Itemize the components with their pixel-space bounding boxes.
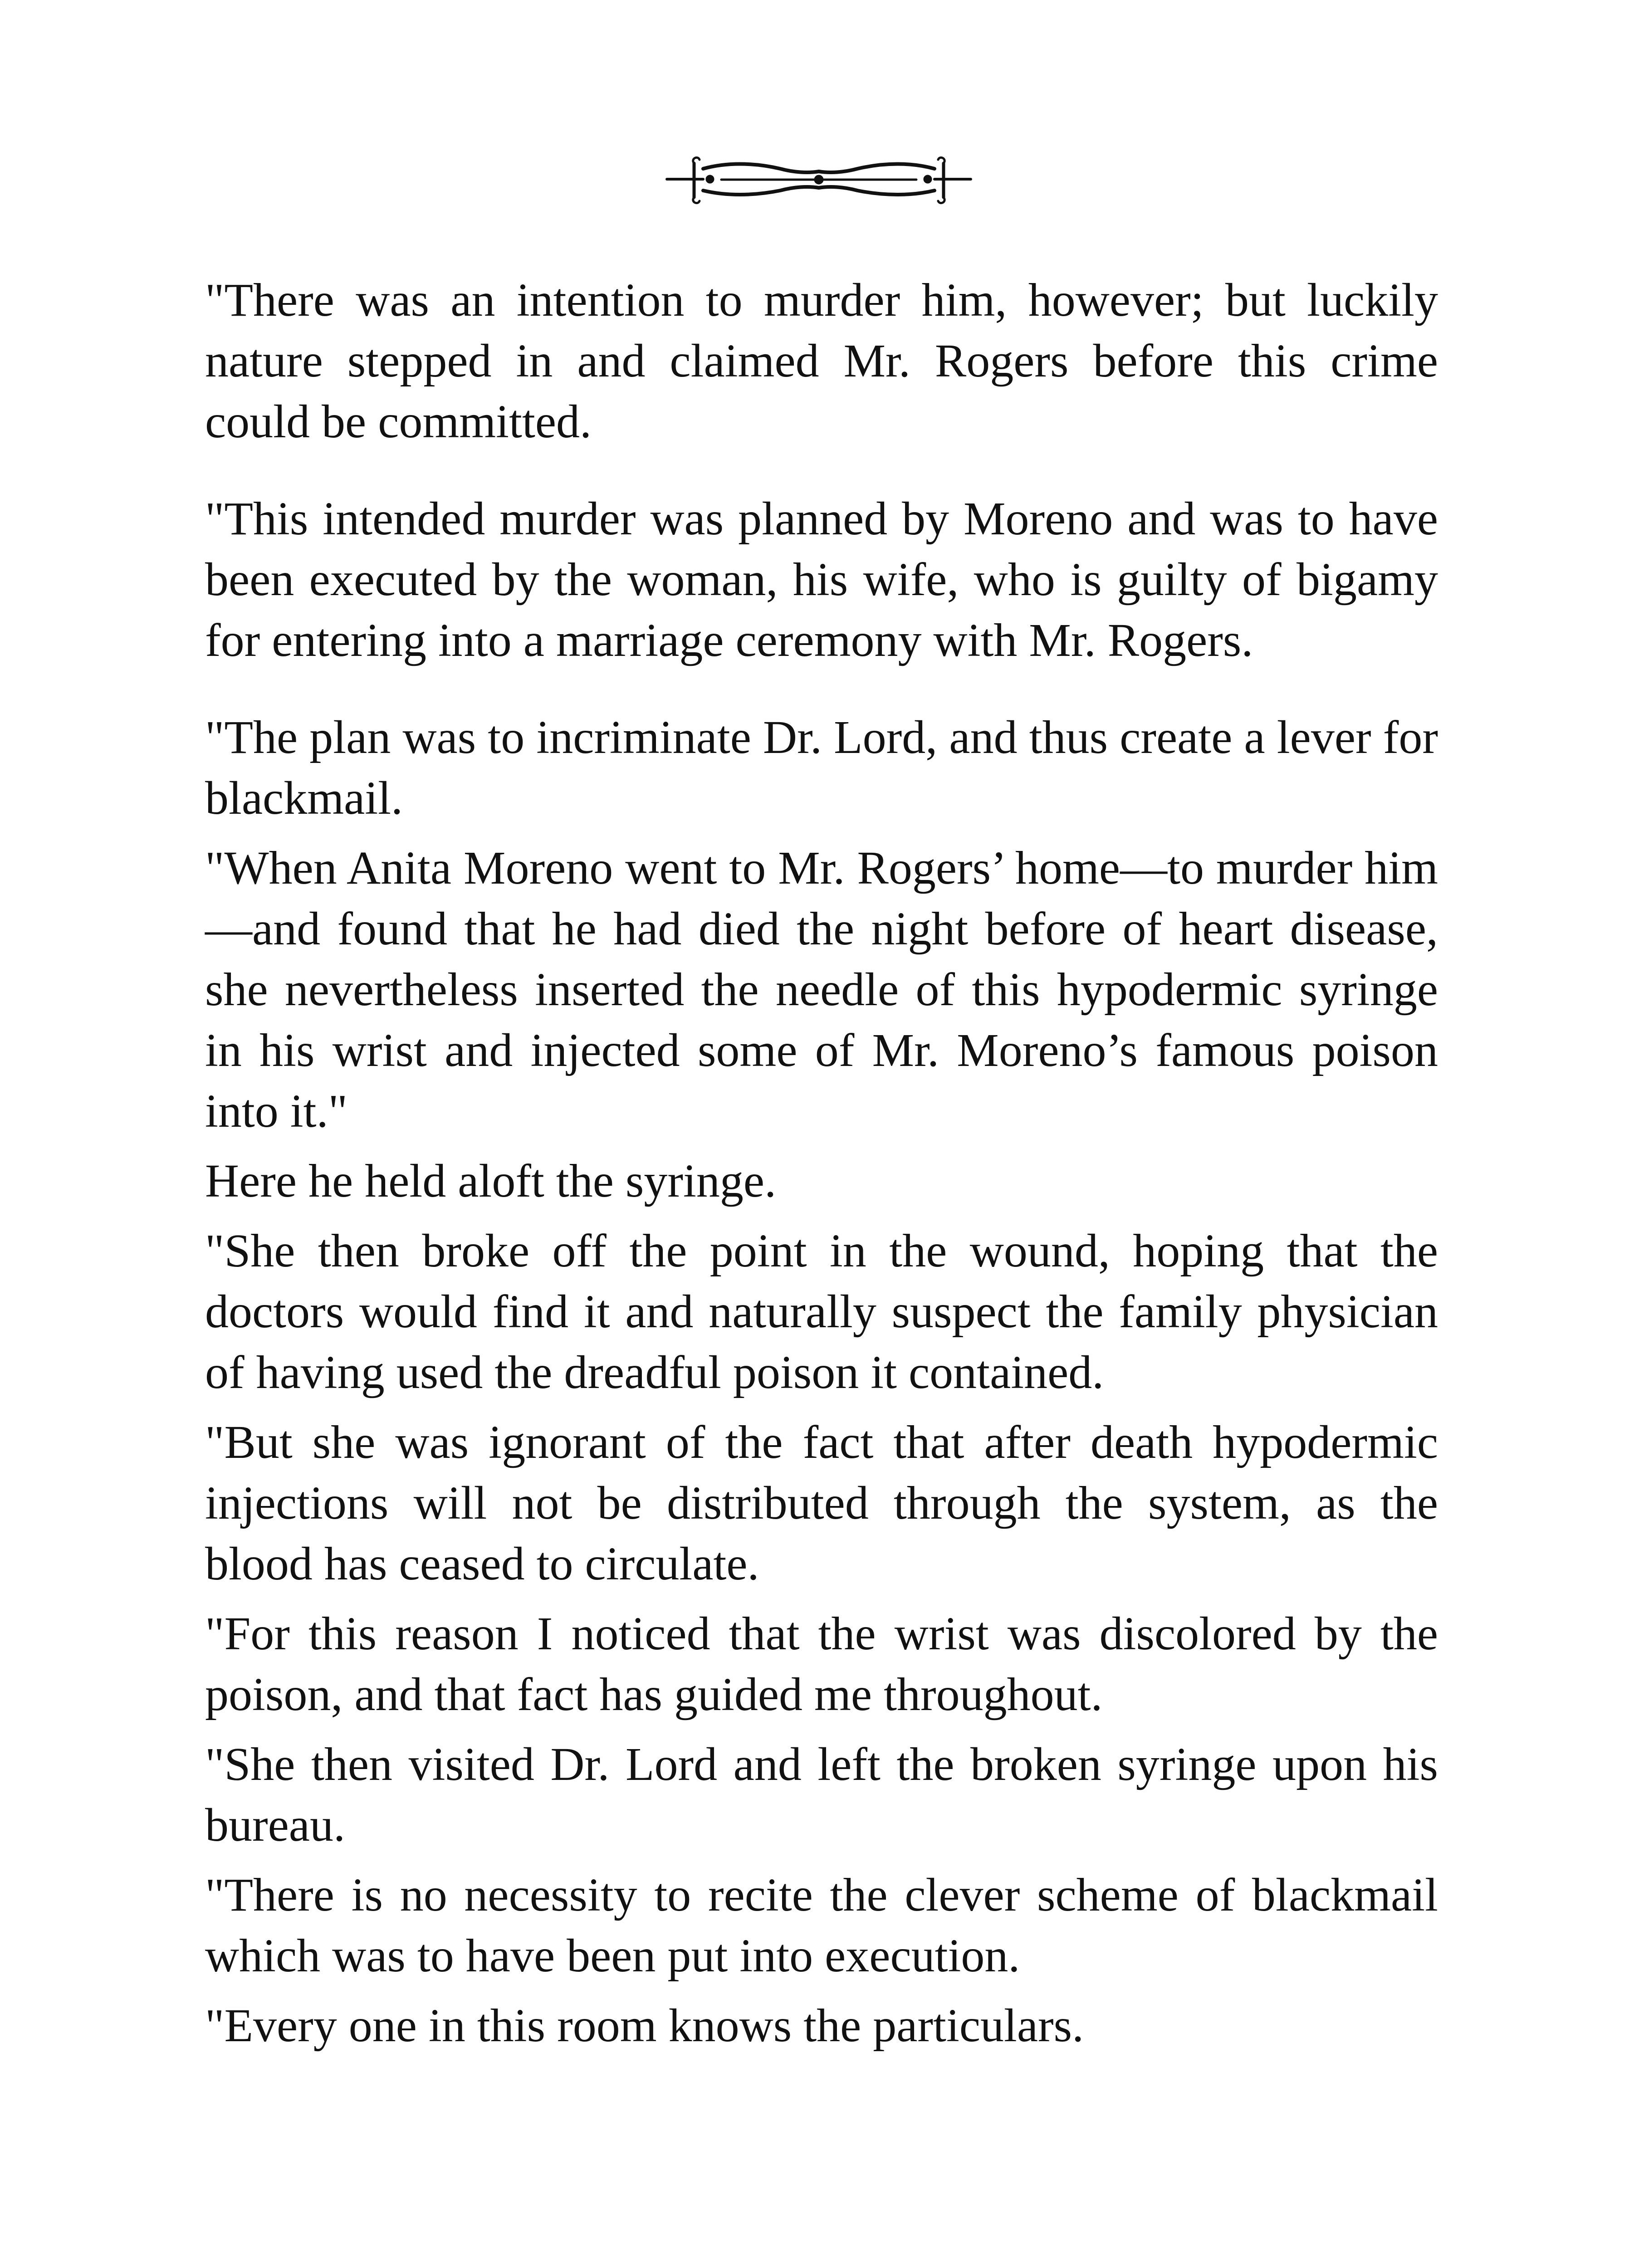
paragraph: "But she was ignorant of the fact that after death hypodermic injections will not be distributed through the system, as the blood has ceased to circulate.	[205, 1416, 1438, 1590]
body-text	[205, 270, 1438, 2056]
paragraph: Here he held aloft the syringe.	[205, 1155, 777, 1207]
ornament-divider-icon	[662, 145, 975, 213]
paragraph: "There was an intention to murder him, however; but luckily nature stepped in and claimed Mr. Rogers before this crime could be committed.	[205, 274, 1438, 448]
paragraph: "There is no necessity to recite the clever scheme of blackmail which was to have been put into execution.	[205, 1869, 1438, 1982]
paragraph: "Every one in this room knows the particulars.	[205, 1999, 1084, 2052]
paragraph: "For this reason I noticed that the wrist was discolored by the poison, and that fact has guided me throughout.	[205, 1608, 1438, 1721]
paragraph: "When Anita Moreno went to Mr. Rogers’ home—to murder him—and found that he had died the night before of heart disease, she nevertheless inserted the needle of this hypodermic syringe in his wrist and injected some of Mr. Moreno’s famous poison into it."	[205, 842, 1438, 1137]
paragraph: "The plan was to incriminate Dr. Lord, and thus create a lever for blackmail.	[205, 711, 1438, 824]
paragraph: "She then broke off the point in the wound, hoping that the doctors would find it and naturally suspect the family physician of having used the dreadful poison it contained.	[205, 1225, 1438, 1398]
paragraph: "This intended murder was planned by Moreno and was to have been executed by the woman, his wife, who is guilty of bigamy for entering into a marriage ceremony with Mr. Rogers.	[205, 493, 1438, 666]
paragraph: "She then visited Dr. Lord and left the broken syringe upon his bureau.	[205, 1738, 1438, 1851]
